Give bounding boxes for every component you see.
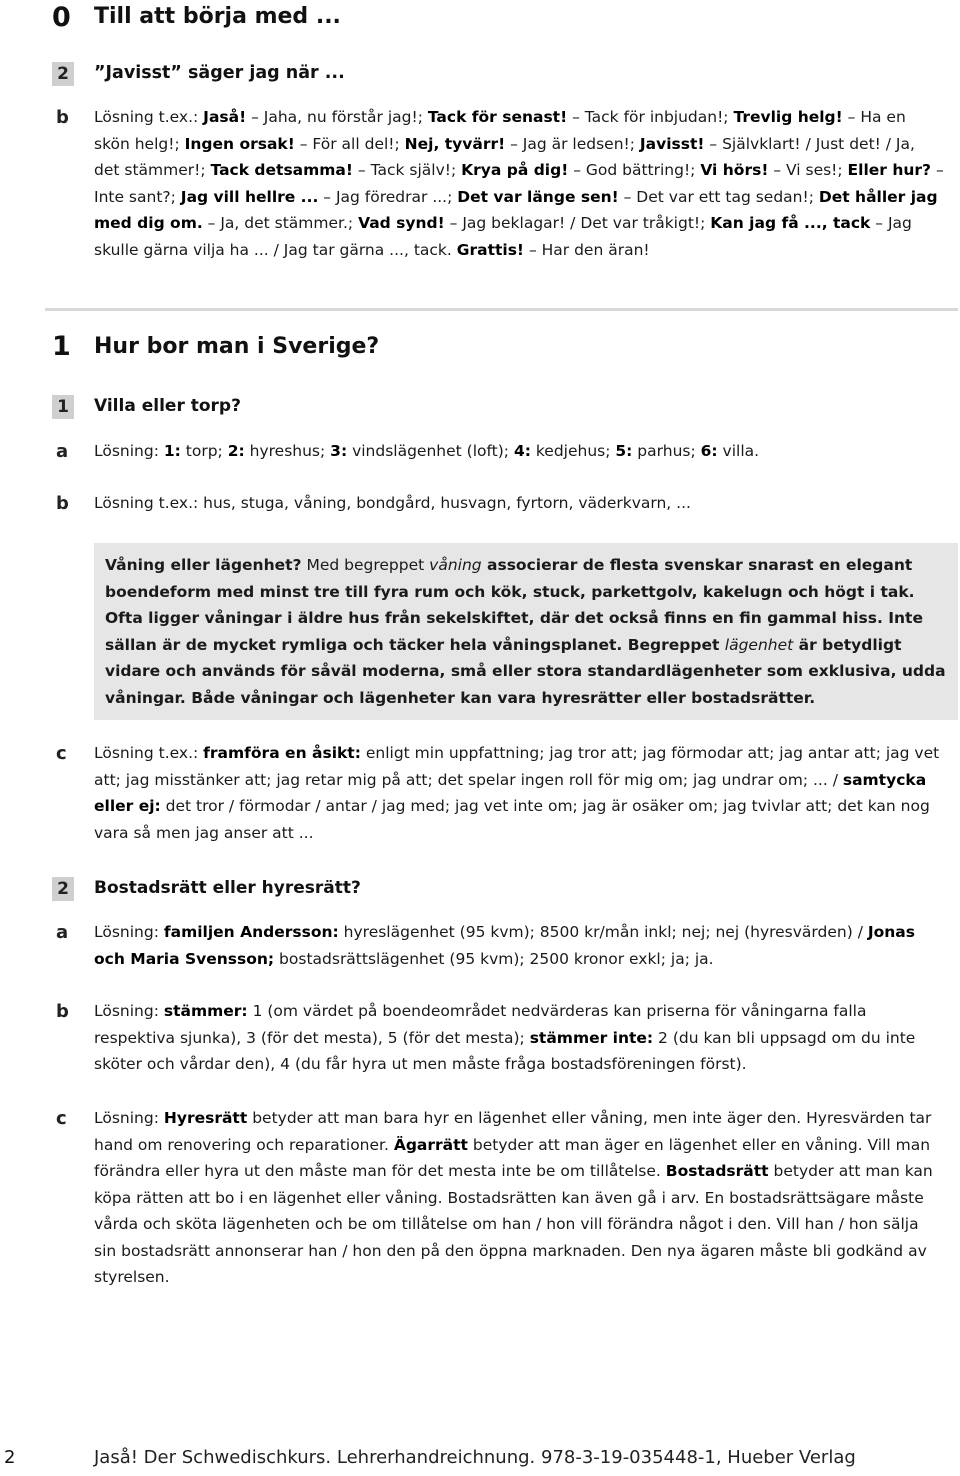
page-number: 2 [4,1447,16,1468]
footer-text: Jaså! Der Schwedischkurs. Lehrerhandreichnung. 978-3-19-035448-1, Hueber Verlag [94,1447,856,1468]
exercise-title: Bostadsrätt eller hyresrätt? [94,878,361,898]
chapter-title: Till att börja med ... [94,4,341,29]
solution-text: Lösning: stämmer: 1 (om värdet på boendeområdet nedvärderas kan priserna för våningarna falla respektiva sjunka), 3 (för det mesta), 5 (för det mesta); stämmer inte: 2 (du kan bli uppsagd om du inte sköter och vårdar den), 4 (du får hyra ut men måste fråga bostadsföreningen först). [94,1002,916,1073]
chapter-number: 1 [52,331,71,362]
item-letter: b [56,107,69,128]
chapter-number: 0 [52,2,71,33]
item-letter: a [56,922,69,943]
exercise-number-box: 1 [52,395,74,419]
item-letter: b [56,493,69,514]
exercise-title: ”Javisst” säger jag när ... [94,63,345,83]
solution-text: Lösning t.ex.: hus, stuga, våning, bondgård, husvagn, fyrtorn, väderkvarn, ... [94,494,691,512]
exercise-title: Villa eller torp? [94,396,241,416]
info-box: Våning eller lägenhet? Med begreppet våning associerar de flesta svenskar snarast en elegant boendeform med minst tre till fyra rum och kök, stuck, parkettgolv, kakelugn och högt i tak. Ofta ligger våningar i äldre hus från sekelskiftet, där det också finns en fin gammal hiss. Inte sällan är de mycket rymliga och täcker hela våningsplanet. Begreppet lägenhet är betydligt vidare och används för såväl moderna, små eller stora standardlägenheter som exklusiva, udda våningar. Både våningar och lägenheter kan vara hyresrätter eller bostadsrätter. [94,543,958,720]
section-divider [45,308,958,311]
item-letter: c [56,1108,67,1129]
item-letter: b [56,1001,69,1022]
item-letter: c [56,743,67,764]
solution-text: Lösning: familjen Andersson: hyreslägenhet (95 kvm); 8500 kr/mån inkl; nej; nej (hyresvärden) / Jonas och Maria Svensson; bostadsrättslägenhet (95 kvm); 2500 kronor exkl; ja; ja. [94,923,915,968]
solution-text: Lösning t.ex.: Jaså! – Jaha, nu förstår jag!; Tack för senast! – Tack för inbjudan!; Trevlig helg! – Ha en skön helg!; Ingen orsak! – För all del!; Nej, tyvärr! – Jag är ledsen!; Javisst! – Självklart! / Just det! / Ja, det stämmer!; Tack detsamma! – Tack själv!; Krya på dig! – God bättring!; Vi hörs! – Vi ses!; Eller hur? – Inte sant?; Jag vill hellre ... – Jag föredrar ...; Det var länge sen! – Det var ett tag sedan!; Det håller jag med dig om. – Ja, det stämmer.; Vad synd! – Jag beklagar! / Det var tråkigt!; Kan jag få ..., tack – Jag skulle gärna vilja ha ... / Jag tar gärna ..., tack. Grattis! – Har den äran! [94,108,944,259]
exercise-number-box: 2 [52,877,74,901]
solution-text: Lösning t.ex.: framföra en åsikt: enligt min uppfattning; jag tror att; jag förmodar att; jag antar att; jag vet att; jag misstänker att; jag retar mig på att; det spelar ingen roll för mig om; jag undrar om; ... / samtycka eller ej: det tror / förmodar / antar / jag med; jag vet inte om; jag är osäker om; jag tvivlar att; det kan nog vara så men jag anser att ... [94,744,940,842]
solution-text: Lösning: 1: torp; 2: hyreshus; 3: vindslägenhet (loft); 4: kedjehus; 5: parhus; 6: villa. [94,442,760,460]
item-letter: a [56,441,69,462]
exercise-number-box: 2 [52,62,74,86]
solution-text: Lösning: Hyresrätt betyder att man bara hyr en lägenhet eller våning, men inte äger den. Hyresvärden tar hand om renovering och reparationer. Ägarrätt betyder att man äger en lägenhet eller en våning. Vill man förändra eller hyra ut den måste man för det mesta inte be om tillåtelse. Bostadsrätt betyder att man kan köpa rätten att bo i en lägenhet eller våning. Bostadsrätten kan även gå i arv. En bostadsrättsägare måste vårda och sköta lägenheten och be om tillåtelse om han / hon vill förändra något i den. Vill han / hon sälja sin bostadsrätt annonserar han / hon den på den öppna marknaden. Den nya ägaren måste bli godkänd av styrelsen. [94,1109,933,1286]
chapter-title: Hur bor man i Sverige? [94,334,380,359]
